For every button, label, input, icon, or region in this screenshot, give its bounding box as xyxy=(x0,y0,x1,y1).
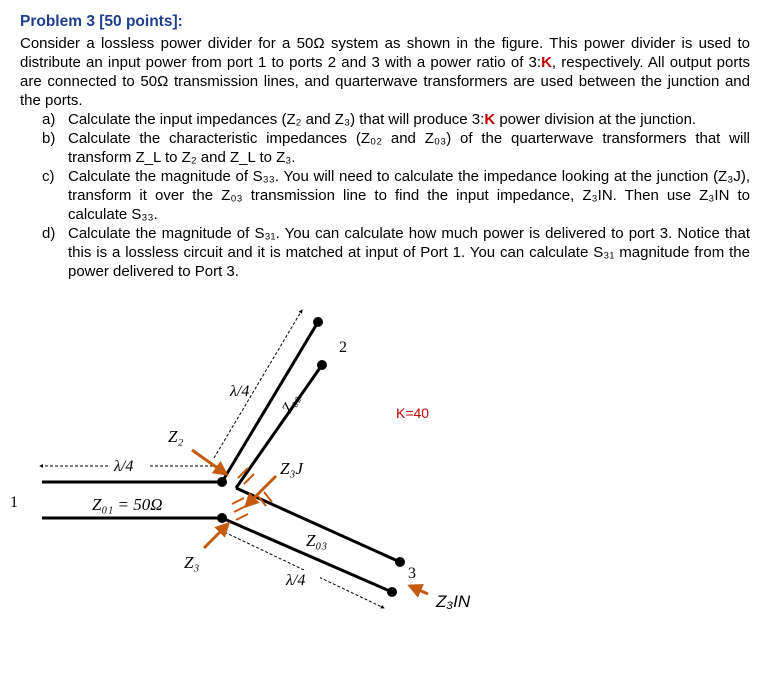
z3j-label: Z₃J xyxy=(280,459,303,478)
port3-node xyxy=(387,587,397,597)
port1-label: 1 xyxy=(10,494,18,511)
lambda-left-label: λ/4 xyxy=(114,458,134,475)
port2-node xyxy=(317,360,327,370)
port2-line-outer xyxy=(222,322,318,482)
z2-label: Z₂ xyxy=(168,427,184,446)
question-label: d) xyxy=(42,225,56,242)
z3in-label: Z₃IN xyxy=(436,592,471,611)
z03-label: Z₀₃ xyxy=(306,531,328,550)
lambda-top-label: λ/4 xyxy=(230,383,250,400)
intro-text-2: , respectively. All output ports are connected to 50Ω transmission lines, and quarterwave transformers are used between the junction and the ports. xyxy=(20,54,750,109)
question-b-text: Calculate the characteristic impedances (Z₀₂ and Z₀₃) of the quarterwave transformers that will transform Z_L to Z₂ and Z_L to Z₃. xyxy=(68,130,750,166)
problem-document xyxy=(20,12,750,281)
question-list xyxy=(20,110,750,281)
z02-label: Z₀₂ xyxy=(279,391,303,416)
question-a-k-symbol: K xyxy=(484,111,496,128)
port3-label: 3 xyxy=(408,565,416,582)
z2-arrow xyxy=(192,450,226,474)
question-a-text-2: power division at the junction. xyxy=(495,111,697,128)
question-b xyxy=(20,129,750,167)
question-label: c) xyxy=(42,168,55,185)
question-label: a) xyxy=(42,111,56,128)
z01-label: Z₀₁ = 50Ω xyxy=(92,495,163,514)
question-c xyxy=(20,167,750,224)
question-d-text: Calculate the magnitude of S₃₁. You can calculate how much power is delivered to port 3. Notice that this is a lossless circuit and it is matched at input of Port 1. You can calculate S₃₁ magnitude from the power delivered to Port 3. xyxy=(68,225,750,280)
lambda-bottom-dim xyxy=(220,530,384,608)
problem-title: Problem 3 [50 points]: xyxy=(20,13,183,30)
question-d xyxy=(20,224,750,281)
lambda-top-dim xyxy=(214,310,302,458)
lambda-bottom-label: λ/4 xyxy=(286,572,306,589)
intro-k-symbol: K xyxy=(541,54,552,71)
power-divider-figure xyxy=(0,290,772,693)
question-label: b) xyxy=(42,130,56,147)
question-a xyxy=(20,110,750,129)
k-value-label: K=40 xyxy=(396,405,430,421)
port3-node xyxy=(395,557,405,567)
z3-label: Z₃ xyxy=(184,553,200,572)
intro-text-1: Consider a lossless power divider for a 50Ω system as shown in the figure. This power divider is used to distribute an input power from port 1 to ports 2 and 3 with a power ratio of 3: xyxy=(20,35,750,71)
problem-intro xyxy=(20,34,750,110)
port2-node xyxy=(313,317,323,327)
z3in-arrow xyxy=(410,586,428,594)
question-a-text-1: Calculate the input impedances (Z₂ and Z₃) that will produce 3: xyxy=(68,111,485,128)
question-c-text: Calculate the magnitude of S₃₃. You will need to calculate the impedance looking at the junction (Z₃J), transform it over the Z₀₃ transmission line to find the input impedance, Z₃IN. Then use Z₃IN to calculate S₃₃. xyxy=(68,168,750,223)
z3-arrow xyxy=(204,524,228,548)
port2-label: 2 xyxy=(339,339,347,356)
